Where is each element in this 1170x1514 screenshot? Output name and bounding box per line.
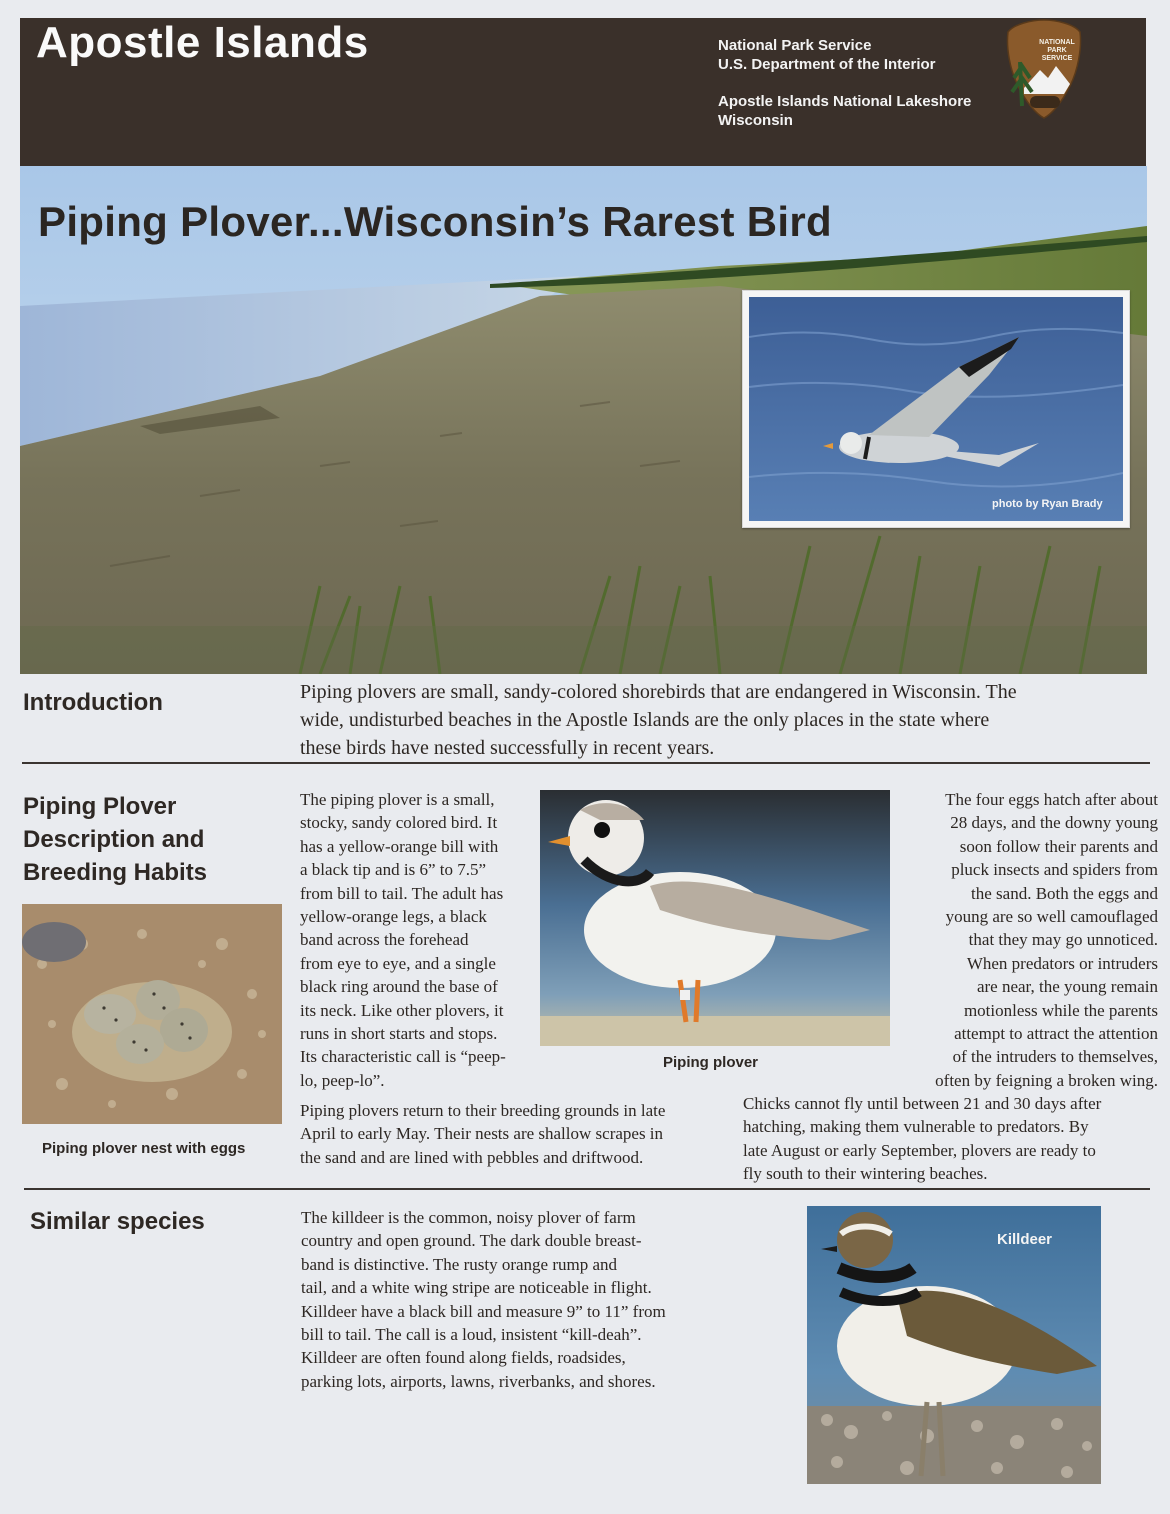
description-heading-line: Piping Plover bbox=[23, 793, 177, 820]
intro-line: these birds have nested successfully in recent years. bbox=[300, 737, 715, 759]
col3-line: often by feigning a broken wing. bbox=[935, 1070, 1158, 1090]
col3b-line: Chicks cannot fly until between 21 and 30 days after bbox=[743, 1094, 1102, 1113]
similar-species-heading: Similar species bbox=[30, 1208, 205, 1235]
nps-arrowhead-logo bbox=[1004, 18, 1084, 120]
killdeer-photo bbox=[807, 1206, 1101, 1484]
hero-title: Piping Plover...Wisconsin’s Rarest Bird bbox=[38, 198, 832, 245]
col1-line: black ring around the base of bbox=[300, 977, 498, 997]
park-unit-name: Apostle Islands National Lakeshore bbox=[718, 93, 972, 110]
nest-eggs-photo bbox=[22, 904, 282, 1124]
inset-photo-frame bbox=[742, 290, 1130, 528]
description-col3 bbox=[898, 788, 1158, 1092]
killdeer-label: Killdeer bbox=[997, 1231, 1053, 1248]
col3-line: pluck insects and spiders from bbox=[951, 860, 1158, 880]
plover-flight-photo bbox=[749, 297, 1123, 521]
similar-line: country and open ground. The dark double breast- bbox=[301, 1231, 642, 1251]
col1-line: runs in short starts and stops. bbox=[300, 1024, 498, 1044]
introduction-text bbox=[300, 678, 1160, 762]
description-col1 bbox=[300, 788, 540, 1092]
col1-line: from bill to tail. The adult has bbox=[300, 883, 504, 903]
col1-line: stocky, sandy colored bird. It bbox=[300, 813, 498, 833]
col1-line: has a yellow-orange bill with bbox=[300, 836, 499, 856]
intro-line: Piping plovers are small, sandy-colored shorebirds that are endangered in Wisconsin. The bbox=[300, 681, 1017, 703]
description-heading-line: Breeding Habits bbox=[23, 859, 208, 886]
logo-text-service: SERVICE bbox=[1041, 55, 1073, 62]
col3-line: attempt to attract the attention bbox=[954, 1024, 1158, 1044]
col3-line: soon follow their parents and bbox=[959, 836, 1158, 856]
col1-line: band across the forehead bbox=[300, 930, 469, 950]
col1-line: The piping plover is a small, bbox=[300, 790, 495, 809]
similar-species-text bbox=[301, 1206, 781, 1393]
col3-line: of the intruders to themselves, bbox=[952, 1047, 1158, 1067]
col1-line: yellow-orange legs, a black bbox=[300, 907, 487, 927]
col3b-line: hatching, making them vulnerable to predators. By bbox=[743, 1117, 1089, 1137]
description-heading-line: Description and bbox=[23, 826, 205, 853]
similar-line: Killdeer are often found along fields, roadsides, bbox=[301, 1348, 626, 1368]
col3-line: motionless while the parents bbox=[963, 1000, 1158, 1020]
col3-line: that they may go unnoticed. bbox=[968, 930, 1158, 950]
page-title: Apostle Islands bbox=[36, 18, 369, 67]
col3b-line: late August or early September, plovers are ready to bbox=[743, 1140, 1096, 1160]
section-divider bbox=[22, 762, 1150, 764]
col3-line: The four eggs hatch after about bbox=[945, 790, 1158, 809]
similar-line: bill to tail. The call is a loud, insistent “kill-deah”. bbox=[301, 1325, 642, 1345]
similar-line: tail, and a white wing stripe are noticeable in flight. bbox=[301, 1278, 652, 1298]
agency-name: National Park Service bbox=[718, 37, 872, 54]
col1b-line: Piping plovers return to their breeding grounds in late bbox=[300, 1101, 666, 1120]
description-heading bbox=[23, 790, 207, 889]
col1b-line: the sand and are lined with pebbles and driftwood. bbox=[300, 1147, 644, 1167]
similar-line: band is distinctive. The rusty orange rump and bbox=[301, 1254, 618, 1274]
col1b-line: April to early May. Their nests are shallow scrapes in bbox=[300, 1124, 664, 1144]
similar-line: parking lots, airports, lawns, riverbanks, and shores. bbox=[301, 1371, 656, 1391]
description-col3b bbox=[743, 1092, 1163, 1186]
plover-caption: Piping plover bbox=[663, 1054, 759, 1071]
intro-line: wide, undisturbed beaches in the Apostle Islands are the only places in the state where bbox=[300, 709, 990, 731]
state-name: Wisconsin bbox=[718, 112, 793, 129]
introduction-heading: Introduction bbox=[23, 689, 163, 716]
col1-line: Its characteristic call is “peep- bbox=[300, 1047, 506, 1067]
col1-line: a black tip and is 6” to 7.5” bbox=[300, 860, 487, 880]
col3-line: 28 days, and the downy young bbox=[950, 813, 1158, 833]
piping-plover-photo bbox=[540, 790, 890, 1046]
col3-line: young are so well camouflaged bbox=[945, 907, 1158, 927]
col3-line: the sand. Both the eggs and bbox=[971, 883, 1158, 903]
col3-line: are near, the young remain bbox=[976, 977, 1158, 997]
similar-line: The killdeer is the common, noisy plover of farm bbox=[301, 1208, 636, 1227]
logo-text-park: PARK bbox=[1047, 47, 1067, 54]
description-col1b bbox=[300, 1099, 740, 1169]
similar-line: Killdeer have a black bill and measure 9” to 11” from bbox=[301, 1301, 666, 1321]
col1-line: its neck. Like other plovers, it bbox=[300, 1000, 504, 1020]
logo-text-national: NATIONAL bbox=[1039, 39, 1075, 46]
department-name: U.S. Department of the Interior bbox=[718, 56, 936, 73]
col3-line: When predators or intruders bbox=[966, 953, 1158, 973]
photo-credit: photo by Ryan Brady bbox=[992, 498, 1103, 510]
section-divider bbox=[24, 1188, 1150, 1190]
col1-line: from eye to eye, and a single bbox=[300, 953, 496, 973]
nest-caption: Piping plover nest with eggs bbox=[42, 1140, 246, 1157]
col3b-line: fly south to their wintering beaches. bbox=[743, 1164, 988, 1184]
col1-line: lo, peep-lo”. bbox=[300, 1070, 385, 1090]
